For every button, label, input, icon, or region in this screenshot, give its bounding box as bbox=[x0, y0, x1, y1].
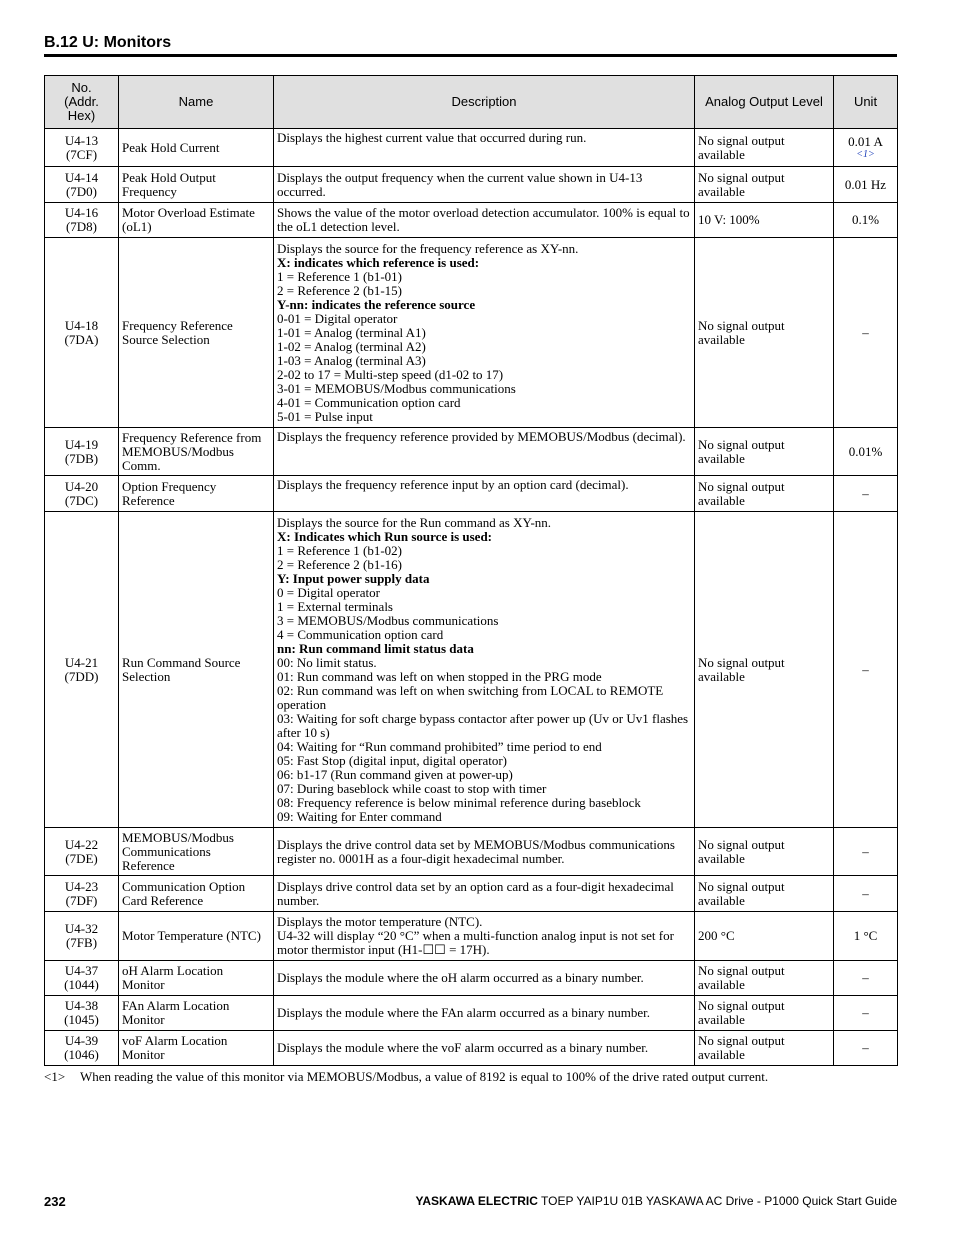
description-line: 07: During baseblock while coast to stop with timer bbox=[277, 780, 547, 796]
cell-analog-output-level: No signal output available bbox=[695, 996, 834, 1031]
description-line: 1 = Reference 1 (b1-01) bbox=[277, 268, 402, 284]
cell-unit: – bbox=[834, 828, 898, 876]
table-row bbox=[45, 476, 898, 512]
description-line: Displays the module where the oH alarm occurred as a binary number. bbox=[277, 970, 644, 985]
footnote-reference-link[interactable]: <1> bbox=[856, 149, 875, 160]
cell-description bbox=[274, 203, 695, 238]
column-header-analog-output-level: Analog Output Level bbox=[695, 76, 834, 129]
description-line: 1 = Reference 1 (b1-02) bbox=[277, 542, 402, 558]
table-row bbox=[45, 512, 898, 828]
table-row bbox=[45, 238, 898, 428]
cell-analog-output-level: 200 °C bbox=[695, 912, 834, 961]
cell-parameter-no: U4-38 (1045) bbox=[45, 996, 119, 1031]
cell-analog-output-level: No signal output available bbox=[695, 476, 834, 512]
cell-parameter-no: U4-20 (7DC) bbox=[45, 476, 119, 512]
description-line: 03: Waiting for soft charge bypass contactor after power up (Uv or Uv1 flashes after 10 s) bbox=[277, 710, 689, 740]
description-line: 06: b1-17 (Run command given at power-up) bbox=[277, 766, 513, 782]
footer-doc-info bbox=[415, 1194, 897, 1208]
cell-description bbox=[274, 828, 695, 876]
cell-name: Communication Option Card Reference bbox=[119, 876, 274, 912]
footnote-text: When reading the value of this monitor via MEMOBUS/Modbus, a value of 8192 is equal to 100% of the drive rated output current. bbox=[80, 1069, 769, 1084]
table-row bbox=[45, 996, 898, 1031]
description-line: 1 = External terminals bbox=[277, 598, 393, 614]
description-line: 09: Waiting for Enter command bbox=[277, 808, 442, 824]
description-line: 00: No limit status. bbox=[277, 654, 377, 670]
header-rule bbox=[44, 54, 897, 57]
cell-parameter-no: U4-22 (7DE) bbox=[45, 828, 119, 876]
description-line: nn: Run command limit status data bbox=[277, 640, 474, 656]
cell-analog-output-level: No signal output available bbox=[695, 828, 834, 876]
cell-name: voF Alarm Location Monitor bbox=[119, 1031, 274, 1066]
cell-name: Option Frequency Reference bbox=[119, 476, 274, 512]
cell-description bbox=[274, 512, 695, 828]
cell-description bbox=[274, 996, 695, 1031]
cell-analog-output-level: No signal output available bbox=[695, 428, 834, 476]
cell-analog-output-level: No signal output available bbox=[695, 961, 834, 996]
description-line: 0-01 = Digital operator bbox=[277, 310, 398, 326]
description-line: Y: Input power supply data bbox=[277, 570, 430, 586]
description-line: Displays the highest current value that occurred during run. bbox=[277, 130, 587, 145]
cell-parameter-no: U4-23 (7DF) bbox=[45, 876, 119, 912]
description-line: Displays the motor temperature (NTC). bbox=[277, 914, 483, 929]
column-header-unit: Unit bbox=[834, 76, 898, 129]
cell-name: Peak Hold Output Frequency bbox=[119, 167, 274, 203]
cell-name: Frequency Reference Source Selection bbox=[119, 238, 274, 428]
cell-unit: 0.1% bbox=[834, 203, 898, 238]
cell-description bbox=[274, 238, 695, 428]
cell-unit: 0.01% bbox=[834, 428, 898, 476]
table-body bbox=[45, 129, 898, 1066]
description-line: 4 = Communication option card bbox=[277, 626, 444, 642]
description-line: Displays the output frequency when the current value shown in U4-13 occurred. bbox=[277, 169, 643, 199]
cell-parameter-no: U4-32 (7FB) bbox=[45, 912, 119, 961]
cell-unit: – bbox=[834, 996, 898, 1031]
cell-description bbox=[274, 1031, 695, 1066]
footnote bbox=[44, 1069, 897, 1085]
cell-parameter-no: U4-37 (1044) bbox=[45, 961, 119, 996]
cell-description bbox=[274, 876, 695, 912]
description-line: Displays the frequency reference input by an option card (decimal). bbox=[277, 477, 629, 492]
column-header-no: No. (Addr. Hex) bbox=[45, 76, 119, 129]
cell-name: Motor Overload Estimate (oL1) bbox=[119, 203, 274, 238]
description-line: Shows the value of the motor overload detection accumulator. 100% is equal to the oL1 detection level. bbox=[277, 205, 690, 234]
description-line: 1-01 = Analog (terminal A1) bbox=[277, 324, 426, 340]
cell-description bbox=[274, 961, 695, 996]
description-line: 01: Run command was left on when stopped in the PRG mode bbox=[277, 668, 602, 684]
description-line: Displays the source for the frequency reference as XY-nn. bbox=[277, 240, 579, 256]
cell-parameter-no: U4-16 (7D8) bbox=[45, 203, 119, 238]
cell-description bbox=[274, 167, 695, 203]
description-line: 5-01 = Pulse input bbox=[277, 408, 373, 424]
page-number: 232 bbox=[44, 1194, 66, 1209]
cell-unit: 0.01 A <1> bbox=[834, 129, 898, 167]
description-line: Displays the drive control data set by MEMOBUS/Modbus communications register no. 0001H as a four-digit hexadecimal number. bbox=[277, 836, 675, 866]
cell-analog-output-level: 10 V: 100% bbox=[695, 203, 834, 238]
description-line: 1-03 = Analog (terminal A3) bbox=[277, 352, 426, 368]
cell-parameter-no: U4-19 (7DB) bbox=[45, 428, 119, 476]
cell-analog-output-level: No signal output available bbox=[695, 238, 834, 428]
cell-parameter-no: U4-14 (7D0) bbox=[45, 167, 119, 203]
table-row bbox=[45, 828, 898, 876]
description-line: Displays the module where the FAn alarm occurred as a binary number. bbox=[277, 1005, 651, 1020]
footer-brand: YASKAWA ELECTRIC bbox=[415, 1194, 538, 1208]
column-header-name: Name bbox=[119, 76, 274, 129]
monitors-table bbox=[44, 75, 898, 1066]
cell-analog-output-level: No signal output available bbox=[695, 1031, 834, 1066]
table-row bbox=[45, 167, 898, 203]
description-line: X: Indicates which Run source is used: bbox=[277, 528, 493, 544]
cell-analog-output-level: No signal output available bbox=[695, 167, 834, 203]
description-line: 3 = MEMOBUS/Modbus communications bbox=[277, 612, 499, 628]
table-row bbox=[45, 912, 898, 961]
table-row bbox=[45, 129, 898, 167]
description-line: X: indicates which reference is used: bbox=[277, 254, 480, 270]
cell-parameter-no: U4-39 (1046) bbox=[45, 1031, 119, 1066]
description-line: 0 = Digital operator bbox=[277, 584, 380, 600]
description-line: 1-02 = Analog (terminal A2) bbox=[277, 338, 426, 354]
description-line: Displays the module where the voF alarm occurred as a binary number. bbox=[277, 1040, 649, 1055]
cell-unit: – bbox=[834, 238, 898, 428]
cell-description bbox=[274, 476, 695, 512]
description-line: 2-02 to 17 = Multi-step speed (d1-02 to 17) bbox=[277, 366, 504, 382]
cell-analog-output-level: No signal output available bbox=[695, 876, 834, 912]
cell-name: Frequency Reference from MEMOBUS/Modbus Comm. bbox=[119, 428, 274, 476]
cell-unit: 0.01 Hz bbox=[834, 167, 898, 203]
section-title: B.12 U: Monitors bbox=[44, 34, 172, 51]
description-line: Displays the source for the Run command as XY-nn. bbox=[277, 514, 552, 530]
description-line: Displays drive control data set by an option card as a four-digit hexadecimal number. bbox=[277, 878, 674, 908]
cell-name: Motor Temperature (NTC) bbox=[119, 912, 274, 961]
cell-description bbox=[274, 912, 695, 961]
table-header-row bbox=[45, 76, 898, 129]
table-row bbox=[45, 428, 898, 476]
cell-analog-output-level: No signal output available bbox=[695, 129, 834, 167]
table-row bbox=[45, 876, 898, 912]
cell-unit: 1 °C bbox=[834, 912, 898, 961]
description-line: 3-01 = MEMOBUS/Modbus communications bbox=[277, 380, 516, 396]
cell-name: Run Command Source Selection bbox=[119, 512, 274, 828]
cell-unit: – bbox=[834, 512, 898, 828]
description-line: Displays the frequency reference provided by MEMOBUS/Modbus (decimal). bbox=[277, 429, 686, 444]
description-line: 05: Fast Stop (digital input, digital operator) bbox=[277, 752, 508, 768]
description-line: 4-01 = Communication option card bbox=[277, 394, 461, 410]
description-line: 2 = Reference 2 (b1-16) bbox=[277, 556, 402, 572]
description-line: U4-32 will display “20 °C” when a multi-function analog input is not set for motor thermistor input (H1-☐☐ = 17H). bbox=[277, 928, 674, 957]
cell-parameter-no: U4-13 (7CF) bbox=[45, 129, 119, 167]
column-header-description: Description bbox=[274, 76, 695, 129]
description-line: 08: Frequency reference is below minimal reference during baseblock bbox=[277, 794, 641, 810]
cell-name: oH Alarm Location Monitor bbox=[119, 961, 274, 996]
description-line: Y-nn: indicates the reference source bbox=[277, 296, 476, 312]
footnote-marker: <1> bbox=[44, 1069, 66, 1084]
cell-description bbox=[274, 129, 695, 167]
description-line: 02: Run command was left on when switching from LOCAL to REMOTE operation bbox=[277, 682, 664, 712]
table-row bbox=[45, 203, 898, 238]
cell-description bbox=[274, 428, 695, 476]
description-line: 04: Waiting for “Run command prohibited” time period to end bbox=[277, 738, 602, 754]
footer-doc-title: TOEP YAIP1U 01B YASKAWA AC Drive - P1000 Quick Start Guide bbox=[541, 1194, 897, 1208]
cell-name: FAn Alarm Location Monitor bbox=[119, 996, 274, 1031]
table-row bbox=[45, 1031, 898, 1066]
cell-unit: – bbox=[834, 876, 898, 912]
cell-unit: – bbox=[834, 476, 898, 512]
description-line: 2 = Reference 2 (b1-15) bbox=[277, 282, 402, 298]
cell-unit: – bbox=[834, 1031, 898, 1066]
table-row bbox=[45, 961, 898, 996]
cell-name: MEMOBUS/Modbus Communications Reference bbox=[119, 828, 274, 876]
cell-parameter-no: U4-18 (7DA) bbox=[45, 238, 119, 428]
cell-name: Peak Hold Current bbox=[119, 129, 274, 167]
cell-analog-output-level: No signal output available bbox=[695, 512, 834, 828]
cell-unit: – bbox=[834, 961, 898, 996]
cell-parameter-no: U4-21 (7DD) bbox=[45, 512, 119, 828]
